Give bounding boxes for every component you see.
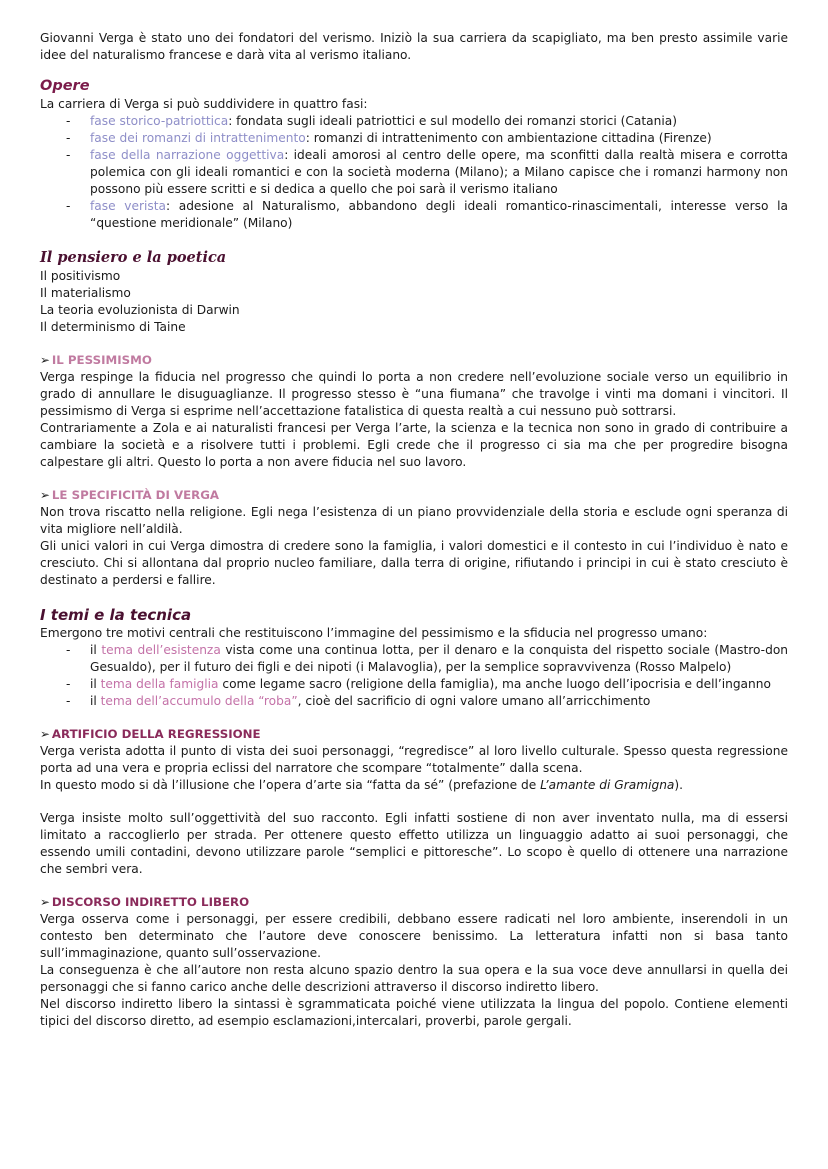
list-item <box>66 198 788 232</box>
regressione-paragraph-2 <box>40 777 788 794</box>
arrow-icon: ➢ <box>40 488 50 502</box>
regressione-heading-text: ARTIFICIO DELLA REGRESSIONE <box>51 727 261 741</box>
phase-text: : ideali amorosi al centro delle opere, ma sconfitti dalla realtà misera e corrotta polemica con gli ideali romantici e con la società moderna (Milano); a Milano capisce che i romanzi harmony non possono più essere scritti e si dedica a quello che poi sarà il verismo italiano <box>90 148 789 196</box>
theme-prefix: il <box>90 694 101 708</box>
theme-prefix: il <box>90 677 101 691</box>
arrow-icon: ➢ <box>40 895 50 909</box>
pensiero-line: La teoria evoluzionista di Darwin <box>40 303 240 317</box>
phase-term: fase della narrazione oggettiva <box>90 148 285 162</box>
temi-lead: Emergono tre motivi centrali che restituiscono l’immagine del pessimismo e la sfiducia nel progresso umano: <box>40 626 708 640</box>
discorso-heading-text: DISCORSO INDIRETTO LIBERO <box>51 895 250 909</box>
theme-term: tema dell’accumulo della “roba” <box>100 694 298 708</box>
list-item <box>66 147 788 198</box>
pensiero-line: Il determinismo di Taine <box>40 320 186 334</box>
pensiero-heading: Il pensiero e la poetica <box>40 249 227 266</box>
arrow-icon: ➢ <box>40 727 50 741</box>
intro-paragraph: Giovanni Verga è stato uno dei fondatori del verismo. Iniziò la sua carriera da scapigliato, ma ben presto assimile varie idee del naturalismo francese e darà vita al verismo italiano. <box>40 31 788 62</box>
pessimismo-paragraph-1: Verga respinge la fiducia nel progresso che quindi lo porta a non credere nell’evoluzione sociale verso un equilibrio in grado di annullare le disuguaglianze. Il progresso stesso è “una fiumana” che travolge i vinti ma domani i vincitori. Il pessimismo di Verga si esprime nell’accettazione fatalistica di questa realtà a cui nessuno può sottrarsi. <box>40 370 788 418</box>
theme-text: vista come una continua lotta, per il denaro e la conquista del rispetto sociale (Mastro-don Gesualdo), per il futuro dei figli e dei nipoti (i Malavoglia), per la semplice sopravvivenza (Rosso Malpelo) <box>90 643 788 674</box>
specificita-heading-text: LE SPECIFICITÀ DI VERGA <box>51 488 220 502</box>
regressione-paragraph-3: Verga insiste molto sull’oggettività del suo racconto. Egli infatti sostiene di non aver inventato nulla, ma di essersi limitato a raccoglierlo per strada. Per ottenere questo effetto utilizza un linguaggio adatto ai suoi personaggi, che essendo umili contadini, devono utilizzare parole “semplici e pittoresche”. Lo scopo è quello di ottenere una narrazione che sembri vera. <box>40 811 788 876</box>
pensiero-line: Il materialismo <box>40 286 131 300</box>
list-item <box>66 130 788 147</box>
list-item <box>66 693 788 710</box>
temi-heading: I temi e la tecnica <box>40 606 192 624</box>
phase-term: fase verista <box>90 199 166 213</box>
list-item <box>66 642 788 676</box>
theme-term: tema dell’esistenza <box>101 643 221 657</box>
discorso-paragraph-3: Nel discorso indiretto libero la sintassi è sgrammaticata poiché viene utilizzata la lingua del popolo. Contiene elementi tipici del discorso diretto, ad esempio esclamazioni,intercalari, proverbi, parole gergali. <box>40 997 788 1028</box>
arrow-icon: ➢ <box>40 353 50 367</box>
pensiero-line: Il positivismo <box>40 269 121 283</box>
phase-text: : adesione al Naturalismo, abbandono degli ideali romantico-rinascimentali, interesse verso la “questione meridionale” (Milano) <box>90 199 788 230</box>
pessimismo-heading-text: IL PESSIMISMO <box>51 353 152 367</box>
specificita-heading <box>40 487 788 504</box>
theme-text: , cioè del sacrificio di ogni valore umano all’arricchimento <box>297 694 651 708</box>
phase-term: fase storico-patriottica <box>90 114 229 128</box>
theme-term: tema della famiglia <box>100 677 219 691</box>
regressione-p2-text: In questo modo si dà l’illusione che l’opera d’arte sia “fatta da sé” (prefazione de <box>40 778 541 792</box>
phase-text: : romanzi di intrattenimento con ambientazione cittadina (Firenze) <box>305 131 712 145</box>
specificita-paragraph-2: Gli unici valori in cui Verga dimostra di credere sono la famiglia, i valori domestici e il contesto in cui l’individuo è nato e cresciuto. Chi si allontana dal proprio nucleo familiare, dalla terra di origine, rifiutando i principi in cui è stato cresciuto è destinato a perdersi e fallire. <box>40 539 788 587</box>
pessimismo-paragraph-2: Contrariamente a Zola e ai naturalisti francesi per Verga l’arte, la scienza e la tecnica non sono in grado di contribuire a cambiare la società e a risolvere tutti i problemi. Egli crede che il progresso ci sia ma che per progredire bisogna calpestare gli altri. Questo lo porta a non avere fiducia nel suo lavoro. <box>40 421 788 469</box>
list-item <box>66 676 788 693</box>
opere-list <box>40 113 788 232</box>
opere-heading: Opere <box>40 78 90 94</box>
specificita-paragraph-1: Non trova riscatto nella religione. Egli nega l’esistenza di un piano provvidenziale della storia e esclude ogni speranza di vita migliore nell’aldilà. <box>40 505 788 536</box>
phase-term: fase dei romanzi di intrattenimento <box>90 131 306 145</box>
discorso-paragraph-2: La conseguenza è che all’autore non resta alcuno spazio dentro la sua opera e la sua voce deve annullarsi in quella dei personaggi che si fanno carico anche delle descrizioni attraverso il discorso indiretto libero. <box>40 963 788 994</box>
regressione-heading <box>40 726 788 743</box>
theme-text: come legame sacro (religione della famiglia), ma anche luogo dell’ipocrisia e dell’inganno <box>218 677 771 691</box>
discorso-heading <box>40 894 788 911</box>
opere-lead: La carriera di Verga si può suddividere in quattro fasi: <box>40 97 368 111</box>
work-title: L’amante di Gramigna <box>540 778 675 792</box>
list-item <box>66 113 788 130</box>
theme-prefix: il <box>90 643 102 657</box>
discorso-paragraph-1: Verga osserva come i personaggi, per essere credibili, debbano essere radicati nel loro ambiente, inserendoli in un contesto ben determinato che l’autore deve conoscere benissimo. La letteratura infatti non si basa tanto sull’immaginazione, quanto sull’osservazione. <box>40 912 788 960</box>
pessimismo-heading <box>40 352 788 369</box>
phase-text: : fondata sugli ideali patriottici e sul modello dei romanzi storici (Catania) <box>228 114 677 128</box>
temi-list <box>40 642 788 710</box>
regressione-paragraph-1: Verga verista adotta il punto di vista dei suoi personaggi, “regredisce” al loro livello culturale. Spesso questa regressione porta ad una vera e propria eclissi del narratore che scompare “totalmente” dalla scena. <box>40 744 788 775</box>
regressione-p2-end: ). <box>674 778 684 792</box>
